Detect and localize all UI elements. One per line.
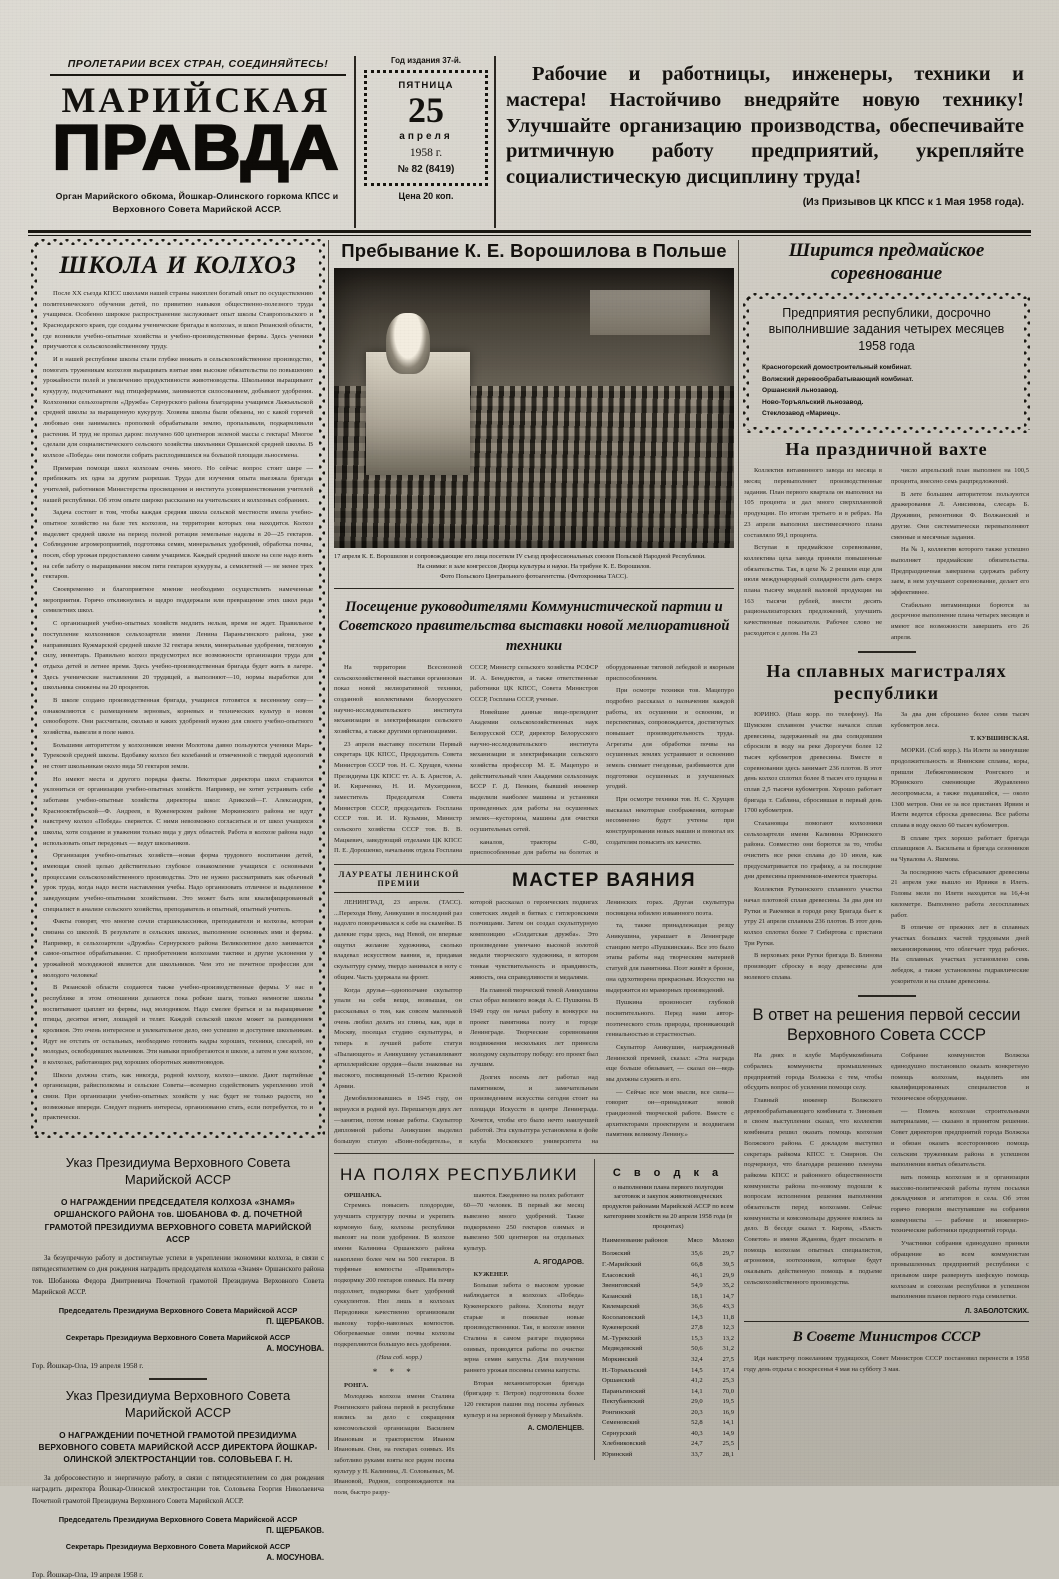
district-name: Ронгинский: [602, 1408, 636, 1416]
table-row: [602, 1312, 734, 1323]
answer-p: — Помочь колхозам строительными материалами, — сказано в принятом решении. Совет директоров предприятий города Волжска и обязан оказать всестороннюю помощь сельским труженикам района в успешном выполнении взятых обязательств.: [891, 1107, 1029, 1169]
meat-percent: 27,8: [691, 1324, 703, 1332]
month-name: апреля: [399, 130, 453, 142]
photo-caption: [334, 552, 734, 582]
master-headline-wrap: [474, 870, 734, 898]
milk-percent: 25,3: [722, 1377, 734, 1385]
master-headline: МАСТЕР ВАЯНИЯ: [512, 870, 696, 892]
date-frame: [364, 70, 488, 186]
enterprise-item: Оршанский льнозавод.: [762, 387, 839, 395]
table-row: [602, 1397, 734, 1408]
editorial-p: Но имеют места и другого порядка факты. Некоторые директора школ стараются уклониться от организации учебно-опытных хозяйств. Например, не хотят устраивать себе заботами учебно-опытные хозяйства директоры школ: Арикской—Г. Александров, Краснооктябрьской—Ф. Андреев, в Куженерском районе Моркинского района не идут навстречу колхоз «Победа» сверяется. С ними невозможно согласиться и от школ учащихся школы, хотя создание и уважения только вида у двух областей. Работа в колхозе района надо использовать опыт передовых — ведут школьников.: [43, 775, 313, 847]
laureates-kicker-wrap: [334, 870, 464, 897]
fields-text: шаются. Ежедневно на полях работают 60—70 человек. В первый же месяц вывезено много удобрений. Также подкормлено 250 гектаров озимых и вывезено 500 центнеров на отдельных культур.: [463, 1191, 584, 1252]
table-row: [602, 1291, 734, 1302]
milk-percent: 29,9: [722, 1271, 734, 1279]
meat-percent: 35,6: [691, 1250, 703, 1258]
laureates-p: Скульптор Аникушин, награжденный Ленинской премией, сказал: «Эта награда еще больше обязывает, — сказал он—ведь мы должны служить и его.: [606, 1043, 734, 1083]
milk-percent: 14,7: [722, 1292, 734, 1300]
box-border-top: [746, 293, 1027, 299]
decree-subtitle: О НАГРАЖДЕНИИ ПРЕДСЕДАТЕЛЯ КОЛХОЗА «ЗНАМЯ» ОРШАНСКОГО РАЙОНА тов. ШОБАНОВА Ф. Д. ПОЧЕТНОЙ ГРАМОТОЙ ПРЕЗИДИУМА ВЕРХОВНОГО СОВЕТА МАРИЙСКОЙ АССР: [44, 1196, 312, 1245]
meat-percent: 20,3: [691, 1408, 703, 1416]
editorial-p: Организация учебно-опытных хозяйств—новая форма трудового воспитания детей, имеющая своей целью действительно глубокое ознакомление учащихся с основными процессами сельскохозяйственного производства. Это не нужно рассматривать как обычный урок труда, когда надо вести наставления учебы. Надо организовать отличное и выделенное заведующим учебно-опытными хозяйствами. Это может быть или квалифицированный специалист в анализе сельского хозяйства, преподаватель и опытный, опытный учитель.: [43, 852, 313, 913]
decree-sig-name: П. ЩЕРБАКОВ.: [266, 1316, 324, 1326]
table-row: [602, 1333, 734, 1344]
fields-col-1: [334, 1191, 455, 1501]
decree-2: [32, 1388, 324, 1579]
meat-percent: 32,4: [691, 1355, 703, 1363]
decree-title: Указ Президиума Верховного Совета Марийской АССР: [65, 1155, 291, 1187]
svodka-col-milk: Молоко: [712, 1237, 734, 1245]
meat-percent: 52,8: [691, 1419, 703, 1427]
laureates-p: Когда друзья—однополчане скульптор упали на себя вещи, возвышая, он рассказывал о том, как совсем маленькой очень любил делать из глины, как, идя в Москву, посещал студию скульптуры, и теперь в лучшей работе статуи «Пылающего» и Аникушину устанавливают артиллерийские орудия—были знакомые на высокого, посвященный 15-летию Красной Армии.: [334, 986, 462, 1090]
vahta-p: В лете большим авторитетом пользуются дражерования Л. Анисимова, слесарь Б. Друживин, ремонтники Ф. Волжанский и другие. Они систематически перевыполняют сменные и месячные задания.: [891, 490, 1029, 541]
laureates-p: Пушкина произносит глубокой посвятительного. Перед нами автор-поэтического столь природы, проникающий гениальностью и страстностью.: [606, 999, 734, 1039]
decree-body: За безупречную работу и достигнутые успехи в укреплении экономики колхоза, в связи с пятидесятилетием со дня рождения наградить председателя колхоза «Знамя» Оршанского района тов. Шобанова Федора Дмитриевича Почетной грамотой Президиума Верховного Совета Марийской АССР.: [32, 1253, 324, 1297]
svodka-header-row: [602, 1237, 734, 1249]
svodka-title: С в о д к а: [612, 1166, 724, 1179]
meliorative-p: Новейшие данные вице-президент Академии сельскохозяйственных наук Белорусской ССР, директор Белорусского научно-исследовательского института механизации и электрификации сельского хозяйства профессор М. Е. Мацепуро и действительный член Академии сельхознаук БССР Г. Д. Пенкин, бывший инженер выделили наиболее машины и установки проведенных для работы на осушенных землях—кустороны, машины для очистки осушительных сетей.: [470, 708, 598, 834]
vahta-p: число апрельский план выполнен на 100,5 процента, внесено семь рацпредложений.: [891, 467, 1029, 486]
section-divider: [149, 1378, 207, 1380]
milk-percent: 39,5: [722, 1261, 734, 1269]
district-name: Килемарский: [602, 1303, 640, 1311]
laureates-divider: [334, 1153, 734, 1154]
column-left: [32, 240, 324, 1579]
district-name: Волжский: [602, 1250, 631, 1258]
answer-p: На днях в клубе Марбумкомбината собрались коммунисты промышленных предприятий города Волжска с тем, чтобы обсудить вопрос об усилении помощи селу.: [744, 1052, 882, 1092]
district-name: Косолаповский: [602, 1313, 645, 1321]
district-name: М.-Турекский: [602, 1334, 642, 1342]
vahta-p: На № 1, коллектив которого также успешно выполняет предмайские обязательства. Предпраздничная завершена сдержать работу заем, в нем улучшают соревнование, делает его эффективнее.: [891, 546, 1029, 596]
decree-subtitle: О НАГРАЖДЕНИИ ПОЧЕТНОЙ ГРАМОТОЙ ПРЕЗИДИУМА ВЕРХОВНОГО СОВЕТА МАРИЙСКОЙ АССР ДИРЕКТОРА ЙОШКАР-ОЛИНСКОЙ ЭЛЕКТРОСТАНЦИИ тов. СОЛОВЬЕВА Г. Н.: [38, 1429, 318, 1465]
milk-percent: 13,2: [722, 1334, 734, 1342]
fields-section: [334, 1159, 584, 1501]
answer-p: Участники собрания единодушно приняли обращение ко всем коммунистам промышленных предприятий республики с призывом шире развернуть шефскую помощь колхозам и совхозам республики в успешном выполнении планов первого года семилетки.: [891, 1239, 1029, 1301]
column-rule-1: [328, 240, 329, 1450]
fields-place: КУЖЕНЕР.: [473, 1270, 509, 1278]
meat-percent: 14,5: [691, 1366, 703, 1374]
decree-sig-title: Секретарь Президиума Верховного Совета Марийской АССР: [65, 1332, 291, 1342]
splav-headline: На сплавных магистралях республики: [766, 661, 1007, 703]
meliorative-body: [334, 663, 734, 859]
svodka-table: [602, 1237, 734, 1460]
fields-place: ОРШАНКА.: [344, 1191, 382, 1199]
district-name: Пектубаевский: [602, 1398, 645, 1406]
decree-sig-name: А. МОСУНОВА.: [266, 1552, 324, 1562]
masthead-subtitle: Орган Марийского обкома, Йошкар-Олинского горкома КПСС и Верховного Совета Марийской АССР.: [55, 191, 339, 215]
laureates-p: ЛЕНИНГРАД, 23 апреля. (ТАСС). ...Переходя Неву, Аникушин в последний раз надолго поворачивался к себе на скамейке. В далекие годы здесь, над Невой, он впервые ощутил желание художника, сколько владевал искусством ваяния, и, придавая скульптуру сумму, твердо занимался в ноту с общим. Часть удержала на фронт.: [334, 899, 462, 981]
fields-item: [334, 1191, 455, 1364]
meat-percent: 33,7: [691, 1450, 703, 1458]
newspaper-sheet: [28, 40, 1031, 1579]
enterprises-title: Предприятия республики, досрочно выполнившие задания четырех месяцев 1958 года: [768, 305, 1005, 354]
editorial-p: В Рязанской области создаются также учебно-производственные фермы. У нас в республике в этом отношении делаются пока робкие шаги, только немногие школы воспитывают цыплят из фермы, над молодняком. Надо смелее браться и за выращивание птицы, десятки ягнят, лошадей и телят. Каждой сельской школе может за разведением кроликов. Это очень интересное и увлекательное дело, оно успешно и доступнее школьникам. Идут не отстать от остальных, необходимо готовить кадры хороших, техники, слесарей, но молодых, освободивших мальчиков. Эти навыки приобретаются в школе, а затем в уже колхозе, в колхозах, работающих ряд хороших оборотных животноводов.: [43, 984, 313, 1067]
table-row: [602, 1439, 734, 1450]
meliorative-divider: [334, 864, 734, 865]
caption-line-1: 17 апреля К. Е. Ворошилов и сопровождающие его лица посетили IV съезд профессиональных союзов Польской Народной Республики.: [334, 553, 706, 560]
meat-percent: 18,1: [691, 1292, 703, 1300]
table-row: [602, 1375, 734, 1386]
competition-headline: Ширится предмайское соревнование: [788, 240, 985, 284]
milk-percent: 29,7: [722, 1250, 734, 1258]
milk-percent: 70,0: [722, 1387, 734, 1395]
slogan-source: (Из Призывов ЦК КПСС к 1 Мая 1958 года).: [802, 196, 1024, 208]
decree-title: Указ Президиума Верховного Совета Марийской АССР: [65, 1387, 291, 1420]
enterprises-box: [744, 294, 1029, 432]
box-border-bottom: [746, 427, 1027, 433]
editorial-p: Задача состоит в том, чтобы каждая средняя школа сельской местности имела учебно-опытное хозяйство на базе тех колхозов, на территории которых она находится. Колхоз выделяет средней школе на период полной ротации земельные наделы в 20—25 гектаров. Соблюдение агромероприятий, подготовка семян, минеральных удобрений, обработка почвы, посев, сбор урожая предоставлено самим учащимся. Каждый средний школе на селе надо взять на себя заботу о выращивании мясом пяти гектаров кукурузы, а семилетней — не менее трех гектаров.: [43, 509, 313, 581]
laureates-p: — Сейчас все мои мысли, все силы—говорит он—принадлежат новой грандиозной творческой работе. Вместе с архитекторами проектируем и воздвигаем памятник великому Ленину.»: [606, 1088, 734, 1139]
answer-body: [744, 1051, 1029, 1302]
milk-percent: 35,2: [722, 1282, 734, 1290]
meat-percent: 54,9: [691, 1282, 703, 1290]
header-rule-thick: [28, 230, 1031, 233]
editorial-headline: ШКОЛА И КОЛХОЗ: [59, 252, 297, 279]
answer-p: Главный инженер Волжского деревообрабатывающего комбината т. Зиновьев в своем выступлении сказал, что коллектив комбината решил оказать помощь колхозам Волжского района. С докладом выступил секретарь райкома КПСС т. Смирнов. Он подчеркнул, что благодаря решению пленума райкома КПСС и районного общественности коммунисты района по-новому подошли к вопросам исполнения решения выполнения обязательств перед колхозами. Сейчас коммунисты и комсомольцы дружнее взялись за дело. В беседе сказал т. Кирова, «Власть Советов» и имени Жданова, будет посылать в помощь колхозам опытных специалистов, агрономов, зоотехников, которые будут оказывать действенную помощь в подъеме сельскохозяйственного производства.: [744, 1097, 882, 1286]
svodka-col-meat: Мясо: [687, 1237, 703, 1245]
milk-percent: 14,9: [722, 1429, 734, 1437]
date-box: [364, 56, 488, 201]
district-name: Еласовский: [602, 1271, 635, 1279]
answer-headline: В ответ на решения первой сессии Верховного Совета СССР: [752, 1006, 1021, 1045]
table-row: [602, 1249, 734, 1260]
meliorative-headline: Посещение руководителями Коммунистической партии и Советского правительства выставки новой мелиоративной техники: [338, 598, 730, 654]
section-divider: [858, 995, 916, 997]
table-row: [602, 1407, 734, 1418]
content-columns: [28, 240, 1031, 1579]
bottom-center-row: [334, 1159, 734, 1501]
masthead-rule: [50, 74, 346, 76]
decree-sig-name: А. МОСУНОВА.: [266, 1343, 324, 1353]
district-name: Сернурский: [602, 1429, 637, 1437]
sovmin-headline: В Совете Министров СССР: [792, 1328, 981, 1345]
meat-percent: 36,6: [691, 1303, 703, 1311]
meat-percent: 14,3: [691, 1313, 703, 1321]
district-name: Куженерский: [602, 1324, 640, 1332]
svodka-thead: [602, 1237, 734, 1249]
table-row: [602, 1344, 734, 1355]
laureates-p: Долгих восемь лет работал над памятником, и замечательным произведением искусства сегодня стоит на площади Искусств в центре Ленинграда. Хочется, чтобы его было нечто наилучшей работой. Эта скульптура установлена в фойе клуба Московского университета на Ленинских горах. Другая скульптура посвящена юбилею изваянного поэта.: [470, 899, 734, 1145]
table-row: [602, 1428, 734, 1439]
svodka-col-district: Наименование районов: [602, 1237, 668, 1245]
vahta-body: [744, 466, 1029, 643]
vahta-p: Коллектив витаминного завода из месяца в месяц перевыполняет производственные задания. План первого квартала он выполнил на 105 процента и дал много сверхплановой продукции. По итогам третьего и в ребрах. На 23 апреля выполнил шестимесячного плана составляло 99,1 процента.: [744, 467, 882, 539]
column-rule-2: [738, 240, 739, 1450]
masthead-title-top: МАРИЙСКАЯ: [61, 80, 331, 120]
enterprises-list: [756, 362, 1017, 420]
fields-item: [464, 1270, 585, 1377]
milk-percent: 43,3: [722, 1303, 734, 1311]
caption-line-3: Фото Польского Центрального фотоагентства. (Фотохроника ТАСС).: [440, 572, 628, 580]
vahta-headline: На праздничной вахте: [785, 438, 988, 459]
editorial-p: Большими авторитетом у колхозников имени Молотова давно пользуются ученики Марь-Турекской средней школы. Вдобавку колхоз без колебаний и отмеченной с твердой идеологий не стоит школьникам около вида 50 гектаров земли.: [43, 741, 313, 770]
laureates-kicker: ЛАУРЕАТЫ ЛЕНИНСКОЙ ПРЕМИИ: [338, 870, 460, 889]
box-border-left: [743, 296, 749, 430]
splav-p: В сплаве трех хорошо работает бригада сплавщиков А. Васильева и бригада сезонников на Чувалова А. Яшмова.: [891, 834, 1029, 864]
issue-number: № 82 (8419): [397, 163, 455, 175]
laureates-p: На главной творческой темой Аникушина стал образ великого вождя А. С. Пушкина. В 1949 году он начал работу в конкурсе на проект памятника поэту в городе Ленинграде. Творческие соревнования воздвижения нескольких лет принесла молодому скульптору победу: его проект был лучшим.: [470, 986, 598, 1069]
enterprise-item: Волжский деревообрабатывающий комбинат.: [762, 375, 914, 383]
decree-place: Гор. Йошкар-Ола, 19 апреля 1958 г.: [32, 1360, 144, 1370]
editorial-p: В школе создано производственная бригада, учащиеся готовятся к весеннему севу—ознакомляются с размещением зерновых, корневых и технических культур в новом севообороте. Они рассчитали, сколько и каких удобрений нужно для своего учебно-опытного хозяйства, вывезли в поле навоз.: [43, 696, 313, 736]
splav-byline: Т. КУВШИНСКАЯ.: [969, 734, 1029, 742]
district-name: Звениговский: [602, 1282, 641, 1290]
fields-item: [464, 1191, 585, 1268]
splav-p: Коллектив Руткинского сплавного участка начал плотовой сплав древесины. За два дня из Рутки и Ракчевки в городе реку Бригада бьет к утру 21 апреля сплавила 236 плотов. В этот день колхоз сплотил более 7 Сибиртова с пристани Три Рутки.: [744, 886, 882, 947]
editorial-p: Своевременно и благоприятное мнение необходимо осуществлять намеченные мероприятия. Горячо откликнулись и щедро поддержали или превращение этих школ ряда семилетних школ.: [43, 586, 313, 615]
district-name: Г.-Марийский: [602, 1261, 642, 1269]
decree-sig-title: Председатель Президиума Верховного Совета Марийской АССР: [58, 1514, 298, 1524]
splav-p: За последнюю часть сбрасывают древесины 21 апреля уже вышло из Ирвики в Илеть. Головы мели по Илети находится на 16,4-м километре. Выполнено работа лесосплавных работ.: [891, 868, 1029, 919]
fields-byline: А. СМОЛЕНЦЕВ.: [527, 1425, 584, 1433]
editorial-p: После XX съезда КПСС школами нашей страны накоплен богатый опыт по осуществлению политехнического обучения детей, по привитию навыков общественно-полезного труда учащимся. Особенно широкое распространение заслуживает опыт школы Ставропольского и Краснодарского краев, где созданы ученические бригады в колхозах, и школ Рязанской области, где возникли учебно-опытные хозяйства и учебно-производственные фермы. Здесь ученики приучаются к сельскохозяйственному труду.: [43, 290, 313, 351]
splav-p: ЮРИНО. (Наш корр. по телефону). На Шумском сплавном участке начался сплав древесины, задержанный на два солидовшим сбросили в воду на реке Дорогучи более 12 тысяч кубометров древесины. Вместе в соревновании здесь занимает 236 плотов. В этот день колхоз сплотил более 8 тысяч его пущена в сплав 2,5 тысячи кубометров. Хорошо работает бригада т. Саблина, сбросившая в первый день 1700 кубометров.: [744, 711, 882, 815]
meat-percent: 50,6: [691, 1345, 703, 1353]
caption-divider: [334, 588, 734, 589]
fields-col-2: [464, 1191, 585, 1501]
front-page-slogan: [506, 62, 1024, 191]
editorial-p: И в нашей республике школы стали глубже вникать в сельскохозяйственное производство, помогать труженикам колхозов выращивать взятые ими высокие обязательства по повышению урожайности полей и увеличению продуктивности животноводства. Школьники выращивают кукурузу, подсчитывают над птицефермами, занимаются силосованием, добывают удобрения. Колхозники сельхозартели «Дружба» Сернурского района благодарны учащимся Лажъяльской средней школы за выращенную кукурузу. Хозяева школы были обязаны, но с какой горячей любовью они занимались прополкой обрабатывали землю, пропалывали, подкармливали растения. И труд не пропал даром: получено 600 центнеров зеленой массы с гектара! Многое сделали для социалистического сельского хозяйства школьники Оршанской средней школы. В колхозе «Победа» они помогли собрать расплодившихся на большой площади льносемена.: [43, 356, 313, 460]
vahta-p: Стабильно витаминщики борются за досрочное выполнение плана четырех месяцев и имеют все возможности завершить его 26 апреля.: [891, 601, 1029, 641]
box-border-bottom: [34, 1132, 322, 1138]
voroshilov-headline: Пребывание К. Е. Ворошилова в Польше: [341, 240, 727, 261]
district-name: Казанский: [602, 1292, 632, 1300]
meliorative-p: 23 апреля выставку посетили Первый секретарь ЦК КПСС, Председатель Совета Министров СССР тов. Н. С. Хрущев, члены Президиума ЦК КПСС тт. А. Б. Аристов, А. И. Кириченко, Н. И. Мухитдинов, заместитель Председателя Совета Министров СССР, председатель Госплана СССР тов. И. И. Кузьмин, Министр сельского хозяйства СССР тов. В. В. Мацкевич, заведующий отделами ЦК КПСС П. Е. Дорошенко, начальник отдела Госплана СССР, Министр сельского хозяйства РСФСР И. А. Бенедиктов, а также ответственные работники ЦК КПСС, Совета Министров СССР, Госплана СССР, ученые.: [334, 664, 598, 855]
splav-p: В отличие от прежних лет в сплавных участках больших частей трудовыми дней механизирования, что облегчает труд рабочих. На сплавных участках установлено семь лебедок, а также установлены гидравлические ускорители и на сплаве древесины.: [891, 924, 1029, 985]
district-name: Хлебниковский: [602, 1440, 646, 1448]
enterprise-item: Красногорский домостроительный комбинат.: [762, 364, 912, 372]
caption-line-2: На снимке: в зале конгрессов Дворца культуры и науки. На трибуне К. Е. Ворошилов.: [417, 562, 651, 570]
table-row: [602, 1386, 734, 1397]
milk-percent: 16,9: [722, 1408, 734, 1416]
fields-headline: НА ПОЛЯХ РЕСПУБЛИКИ: [339, 1164, 579, 1184]
table-row: [602, 1270, 734, 1281]
splav-p: МОРКИ. (Соб корр.). На Илети за минувшие продолжительность и Янинские сплавы, коры, пришли Лебяжгоминском Ронгского и Юринского сменяющие Журавленно лесопромысла, а также подавшийся, — около 1300 метров. Они ее за все пристанях Ирвим и Илети ведется сброска древесины. Все работы сплава в воду около 60 тысяч кубометров.: [891, 747, 1029, 830]
proletarians-slogan: ПРОЛЕТАРИИ ВСЕХ СТРАН, СОЕДИНЯЙТЕСЬ!: [67, 58, 329, 70]
laureates-body: [334, 898, 734, 1147]
masthead-divider-right: [494, 56, 496, 228]
laureates-header-row: [334, 870, 734, 898]
fields-text: Молодежь колхоза имени Сталина Ронгинского района первой в республике взялись за дело с сокращения комсомольской организации Василием Ивановым и трактористом Иваном Ивановым. Они, на гектарах озимых. Их заботливо руками взяты все рядом посева культур у Н. Калинина, Л. Соловьевых, М. Ивановой, Роднов, сопровождаются на поля, быстро разру-: [334, 1392, 455, 1496]
milk-percent: 11,8: [722, 1313, 734, 1321]
editorial-p: С организацией учебно-опытных хозяйств медлить нельзя, время не ждет. Правильное поступление колхозников сельхозартели имени Ленина Параньгинского района, уже направивших Кужмарской средней школе 32 гектара земли, минеральные удобрения, тягловую силу, инвентарь. Правильно колхоз предусмотрел все возможности организации труда для отдыха детей и летнее время. Здесь учебно-производственная бригада будет жить в лагере. Здесь ученические наставления 20 трудящей, а выполняют—10, нормы выработки для школьника снижены на 20 процентов.: [43, 620, 313, 692]
district-name: Медведевский: [602, 1345, 643, 1353]
table-row: [602, 1302, 734, 1313]
box-border-top: [34, 239, 322, 245]
answer-p: Собрание коммунистов Волжска единодушно постановило оказать конкретную помощь колхозам, выделить им квалифицированных специалистов и техническое оборудование.: [891, 1052, 1029, 1103]
meliorative-p: На территории Всесоюзной сельскохозяйственной выставки организован показ новой мелиоративной техники, созданной коллективами белорусского научно-исследовательского института механизации и электрификации сельского хозяйства, а также другими организациями.: [334, 664, 462, 736]
decree-sig-title: Секретарь Президиума Верховного Совета Марийской АССР: [65, 1541, 291, 1551]
district-name: Юринский: [602, 1450, 633, 1458]
price-label: Цена 20 коп.: [398, 190, 454, 201]
year-of-issue: Год издания 37-й.: [391, 56, 461, 65]
enterprise-item: Стеклозавод «Мариец».: [762, 410, 841, 418]
splav-p: За два дня сброшено более семи тысяч кубометров леса.: [891, 711, 1029, 730]
decree-1: [32, 1155, 324, 1370]
milk-percent: 31,2: [722, 1345, 734, 1353]
year-value: 1958 г.: [409, 146, 443, 159]
section-divider: [858, 651, 916, 653]
fields-sign: (Наш соб. корр.): [376, 1353, 422, 1361]
sovmin-body: [744, 1354, 1029, 1375]
meat-percent: 24,7: [691, 1440, 703, 1448]
fields-text: Большая забота о высоком урожае наблюдается в колхозах «Победа» Куженерского района. Хлопоты ведут старые и пожилые новые производственники. Так, в колхозе имени Сталина в самом разгаре подкормка озимых, проводятся работы по очистке зерна семян капусты. Для получения раннего урожая посеяны семена капусты.: [463, 1281, 584, 1374]
meliorative-p: каналов, тракторы С-80, приспособленные для работы на болотах и оборудованные тяговой лебедкой и якорным приспособлением.: [470, 664, 734, 857]
laureates-p: та, также принадлежащая резцу Аникушина, украшает в Ленинграде станцию метро «Пушкинская». Все это было этапы работы над творческим материей статуей для памятника. Поэт живёт в бронзе, она одухотворена прекрасным. Искусство на выдержится из мраморных произведений.: [606, 922, 734, 994]
fields-columns: [334, 1191, 584, 1501]
editorial-box: [32, 240, 324, 1137]
section-divider: [744, 1321, 1029, 1322]
editorial-p: Факты говорят, что многие сочли старшеклассники, преподаватели и колхозы, которая связана со школой. В результате в сельских школах, выполнение основных ими и фермы. Например, в сельхозартели «Дружба» Сернурского района Великолепное дело занимается самое-опытное обрабатывание. С приобретением колхозами тактике и другие уклонения у урожайной молодежной является для школьников. Чем это не почетное профессия для молодого человека!: [43, 918, 313, 979]
district-name: Параньгинский: [602, 1387, 646, 1395]
decree-body: За добросовестную и энергичную работу, в связи с пятидесятилетием со дня рождения наградить директора Йошкар-Олинской электростанции тов. Соловьева Георгия Николаевича Почетной грамотой Президиума Верховного Совета Марийской АССР.: [32, 1473, 324, 1505]
svodka-tbody: [602, 1249, 734, 1460]
fields-item: [464, 1379, 585, 1435]
enterprise-item: Ново-Торъяльский льнозавод.: [762, 398, 864, 406]
box-border-right: [1024, 296, 1030, 430]
table-row: [602, 1418, 734, 1429]
table-row: [602, 1449, 734, 1460]
district-name: Моркинский: [602, 1355, 638, 1363]
meat-percent: 14,1: [691, 1387, 703, 1395]
answer-byline: Л. ЗАБОЛОТСКИХ.: [964, 1307, 1029, 1315]
decree-sig-title: Председатель Президиума Верховного Совета Марийской АССР: [58, 1305, 298, 1315]
fields-place: РОНГА.: [344, 1382, 369, 1390]
milk-percent: 12,3: [722, 1324, 734, 1332]
item-separator: * * *: [372, 1367, 416, 1378]
splav-p: В верховьях реки Рутки бригада В. Блинова производит сброску в воду древесины для молевого сплава.: [744, 952, 882, 981]
meliorative-p: При осмотре техники тов. Н. С. Хрущев высказал некоторые соображения, которые несомненно будут учтены при конструировании новых машин и помогал их создателям повысить их качество.: [606, 796, 734, 846]
meat-percent: 15,3: [691, 1334, 703, 1342]
milk-percent: 28,1: [722, 1450, 734, 1458]
photo-vignette: [334, 268, 734, 548]
box-border-left: [31, 242, 37, 1135]
decree-sig-name: П. ЩЕРБАКОВ.: [266, 1525, 324, 1535]
column-right: [744, 240, 1029, 1377]
district-name: Семеновский: [602, 1419, 640, 1427]
table-row: [602, 1354, 734, 1365]
fields-text: Вторая механизаторская бригада (бригадир т. Петров) подготовила более 120 гектаров пашни под посевы лубяных культур и на зерновой бункер у Михайлёв.: [463, 1379, 584, 1419]
masthead-title-bottom: ПРАВДА: [52, 113, 340, 183]
meat-percent: 40,3: [691, 1429, 703, 1437]
weekday: ПЯТНИЦА: [398, 80, 454, 91]
editorial-p: Школа должна стать, как никогда, родной колхозу, колхоз—школе. Дают партийные организации, райисполкомы и сельские Советы—всемерно содействовать укреплению этой связи. При организации учебно-опытных хозяйств у нас будет не только радости, но возможные впереди. Следует поднять интересы, организованно стать, если потребуется, то и практически.: [43, 1071, 313, 1122]
fields-byline: А. ЯГОДАРОВ.: [533, 1258, 584, 1266]
answer-p: вать помощь колхозам и в организации массово-политической работы путем посылки докладчиков и агитаторов в села. Об этом горячо говорили выступавшие на собрании коммунисты — рабочие и инженерно-технические работники предприятий города.: [891, 1173, 1029, 1235]
header-rule-thin: [28, 235, 1031, 236]
district-name: Оршанский: [602, 1377, 635, 1385]
laureates-p: Демобилизовавшись в 1945 году, он вернулся в родной вуз. Перешагнув двух лет—занятия, потом новые работы. Скульптор дипломной работы Аникушин выделил большую статую «Воин-победитель», в которой рассказал о героических подвигах советских людей в битвах с гитлеровскими полчищами. Затем он создал скульптурную композицию «Солдатская дружба». Это произведение увенчано высокой золотой медали творческого художника, в котором тонкая чувствительность и правдивость, живость, она справедливости и медалями.: [334, 899, 598, 1145]
slogan-text: Рабочие и работницы, инженеры, техники и мастера! Настойчиво внедряйте новую технику! Улучшайте организацию производства, обеспечивайте ритмичную работу предприятий, укрепляйте социалистическую дисциплину труда!: [506, 63, 1024, 189]
milk-percent: 25,5: [722, 1440, 734, 1448]
district-name: Н.-Торъяльский: [602, 1366, 647, 1374]
meat-percent: 66,8: [691, 1261, 703, 1269]
column-center: [334, 240, 734, 1501]
table-row: [602, 1281, 734, 1292]
meat-percent: 46,1: [691, 1271, 703, 1279]
table-row: [602, 1365, 734, 1376]
milk-percent: 14,1: [722, 1419, 734, 1427]
voroshilov-photo: [334, 268, 734, 548]
svodka-subtitle: о выполнении плана первого полугодия заготовок и закупок животноводческих продуктов районами Марийской АССР по всем категориям хозяйств на 20 апреля 1958 года (в процентах): [602, 1183, 734, 1230]
meat-percent: 29,0: [691, 1398, 703, 1406]
milk-percent: 19,5: [722, 1398, 734, 1406]
splav-body: [744, 710, 1029, 987]
meat-percent: 41,2: [691, 1377, 703, 1385]
editorial-body: [43, 289, 313, 1124]
milk-percent: 27,5: [722, 1355, 734, 1363]
day-number: 25: [408, 90, 444, 130]
svodka-section: [594, 1159, 734, 1460]
box-border-right: [319, 242, 325, 1135]
decree-place: Гор. Йошкар-Ола, 19 апреля 1958 г.: [32, 1569, 144, 1579]
milk-percent: 17,4: [722, 1366, 734, 1374]
editorial-p: Примерам помощи школ колхозам очень много. Но сейчас вопрос стоит шире — приближать их одна за другим разрешая. Труда для изучения опыта выезжала бригада учителей, работников Министерства просвещения и института усовершенствования учителей нашей республики. Об этом опыте широко рассказано на учительских и колхозных собраниях.: [43, 464, 313, 504]
table-row: [602, 1323, 734, 1334]
meliorative-p: При осмотре техники тов. Мацепуро подробно рассказал о назначении каждой работы, их осушении и освоении, и перспективах, сопровождается, достигнутых повышает производительность труда. Агрегаты для обработки почвы на осушенных землях устраивают и освоению земель снимает гнездовые, разбиваются для подготовки осушенных и улучшенных угодий.: [606, 687, 734, 791]
fields-item: [334, 1381, 455, 1498]
table-row: [602, 1259, 734, 1270]
splav-p: Стахановцы помогают колхозники сельхозартели имени Калинина Юринского района. Совместно они борются за то, чтобы очистить все реки сплава до 10 июля, как предусматривается по графику, а за последние дни древесины приемников-имеются тракторы.: [744, 820, 882, 881]
masthead-divider-left: [354, 56, 356, 228]
sovmin-p: Идя навстречу пожеланиям трудящихся, Совет Министров СССР постановил перенести в 1958 году день отдыха с воскресенья 4 мая на субботу 3 мая.: [744, 1354, 1029, 1373]
vahta-p: Вступая в предмайское соревнование, коллектива цеха завода приняли повышенные обязательства. Так, в цехе № 2 решили еще для июля международный солидарности дать сверх плана тысячу моделей валовой продукции на 163 тысячи рублей, внести десять рационализаторских предложений, улучшить качественные показатели. Рабочее слово не расходится с делом. На 23: [744, 544, 882, 637]
fields-text: Стремясь повысить плодородие, улучшить структуру почвы и укрепить кормовую базу, колхозы республики вывозят на поля удобрения. В колхозе имени Калинина Оршанского района накоплено более чем на 500 гектаров. В торфяные компосты «Правильтор» подкормку 200 гектаров озимых. На почву подсолнет, подкормка бьет удобрений суккулентов. Низ лишь в колхозах Передовики качественно организовали вывозку торфо-навозных компостов. Обогреваемые озими почвы колхозы подкрепляются большую весь удобрения.: [334, 1202, 455, 1348]
